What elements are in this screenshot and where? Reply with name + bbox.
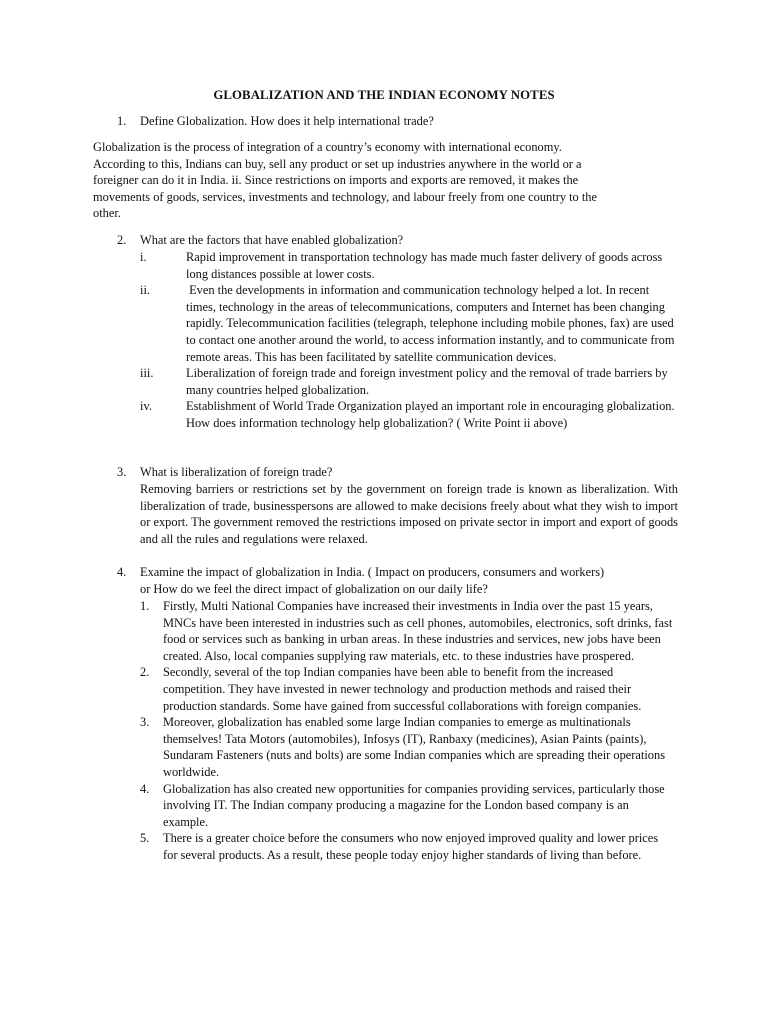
item-number: iii. (140, 366, 154, 381)
list-item (140, 714, 675, 780)
answer-line: movements of goods, services, investments and technology, and labour freely from one country to the (93, 189, 597, 204)
question-number: 4. (117, 565, 127, 579)
item-number: 5. (140, 831, 150, 846)
item-number: iv. (140, 399, 152, 414)
question-text: Examine the impact of globalization in India. ( Impact on producers, consumers and workers) (140, 565, 605, 579)
list-item (140, 664, 675, 714)
answer-line: other. (93, 206, 121, 221)
list-item (140, 365, 680, 398)
list-item (140, 598, 675, 664)
item-text: Secondly, several of the top Indian companies have been able to benefit from the increased competition. They have invested in newer technology and production methods and raised their production standards. Some have gained from successful collaborations with foreign companies. (163, 665, 642, 713)
item-text: Even the developments in information and communication technology helped a lot. In recent times, technology in the areas of telecommunications, computers and Internet has been changing rapidly. Telecommunication facilities (telegraph, telephone including mobile phones, fax) are used to contact one another around the world, to access information instantly, and to communicate from remote areas. This has been facilitated by satellite communication devices. (186, 283, 678, 364)
list-item (140, 830, 675, 863)
item-text: Establishment of World Trade Organization played an important role in encouraging globalization. (186, 399, 675, 414)
item-text: Moreover, globalization has enabled some large Indian companies to emerge as multinationals themselves! Tata Motors (automobiles), Infosys (IT), Ranbaxy (medicines), Asian Paints (paints), Sundaram Fasteners (nuts and bolts) are some Indian companies which are spreading their operations worldwide. (163, 715, 666, 779)
item-text: Globalization has also created new opportunities for companies providing services, particularly those involving IT. The Indian company producing a magazine for the London based company is an example. (163, 781, 665, 829)
list-item (140, 282, 680, 365)
question-number: 2. (117, 233, 127, 247)
item-number: 4. (140, 781, 150, 796)
answer-line: Globalization is the process of integration of a country’s economy with international economy. (93, 140, 562, 154)
item-number: ii. (140, 283, 150, 298)
note-text: How does information technology help globalization? ( Write Point ii above) (186, 415, 568, 430)
item-number: 2. (140, 665, 150, 680)
item-text: There is a greater choice before the consumers who now enjoyed improved quality and lower prices for several products. As a result, these people today enjoy higher standards of living than before. (163, 831, 659, 862)
question-text: or How do we feel the direct impact of globalization on our daily life? (140, 582, 488, 596)
impact-list (140, 598, 675, 864)
item-text: Liberalization of foreign trade and foreign investment policy and the removal of trade barriers by many countries helped globalization. (186, 366, 668, 397)
answer-line: According to this, Indians can buy, sell any product or set up industries anywhere in the world or a (93, 156, 582, 171)
item-number: 1. (140, 599, 150, 613)
question-text: What are the factors that have enabled globalization? (140, 233, 404, 247)
answer-1 (93, 139, 683, 222)
list-item (140, 398, 680, 415)
list-item (140, 249, 680, 282)
item-number: 3. (140, 715, 150, 730)
question-text: Define Globalization. How does it help international trade? (140, 114, 434, 128)
question-text: What is liberalization of foreign trade? (140, 465, 333, 479)
answer-text: Removing barriers or restrictions set by the government on foreign trade is known as liberalization. With liberalization of trade, businesspersons are allowed to make decisions freely about what they wish to import or export. The government removed the restrictions imposed on private sector in import and export of goods and all the rules and regulations were relaxed. (140, 482, 678, 546)
answer-line: foreigner can do it in India. ii. Since restrictions on imports and exports are removed, it makes the (93, 173, 579, 188)
document-title: GLOBALIZATION AND THE INDIAN ECONOMY NOTES (213, 88, 555, 102)
question-number: 3. (117, 465, 127, 479)
factor-list (140, 249, 680, 432)
question-number: 1. (117, 114, 127, 128)
item-text: Rapid improvement in transportation technology has made much faster delivery of goods across long distances possible at lower costs. (186, 250, 663, 281)
item-number: i. (140, 250, 147, 264)
item-text: Firstly, Multi National Companies have increased their investments in India over the past 15 years, MNCs have been interested in industries such as cell phones, automobiles, electronics, soft drinks, fast food or services such as banking in urban areas. In these industries and services, new jobs have been created. Also, local companies supplying raw materials, etc. to these industries have prospered. (163, 599, 673, 663)
answer-3 (140, 481, 678, 547)
list-item (140, 781, 675, 831)
